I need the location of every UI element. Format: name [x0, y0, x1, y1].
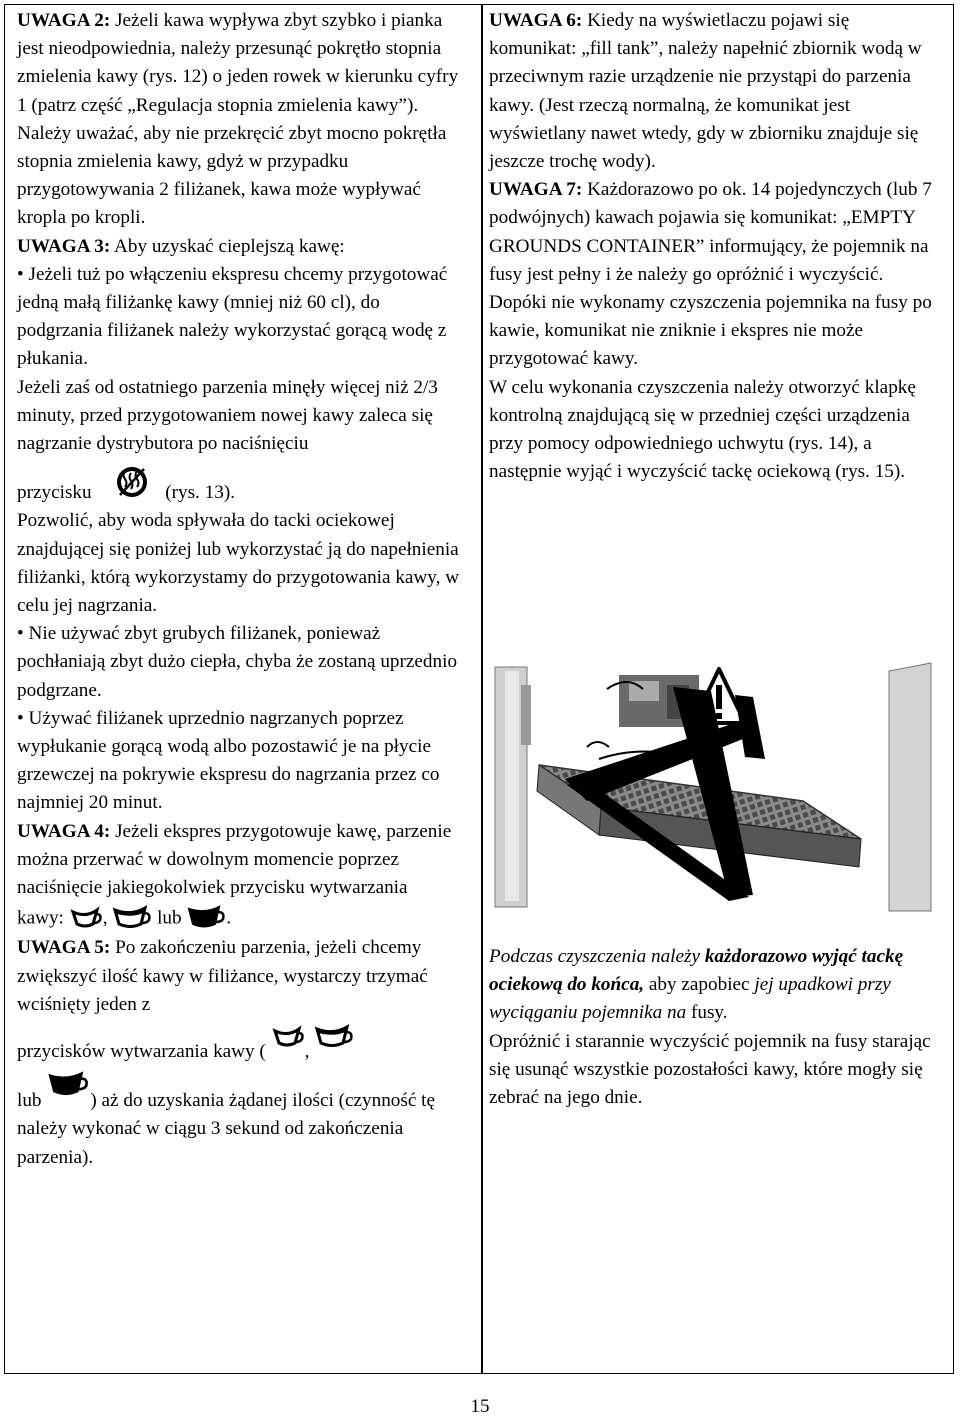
right-column-lower: [489, 943, 941, 1112]
note-6: [489, 7, 941, 176]
tray-removal-caption: Podczas czyszczenia należy każdorazowo wyjąć tackę ociekową do końca, aby zapobiec jej upadkowi przy wyciąganiu pojemnika na fusy.: [489, 946, 904, 1024]
caption-emphasis: każdorazowo wyjąć tackę ociekową do końca,: [489, 946, 904, 996]
note-5: [17, 934, 469, 1019]
page-number: 15: [470, 1396, 490, 1417]
note-7: [489, 176, 941, 289]
note-5-heading: UWAGA 5:: [17, 937, 111, 959]
page-frame: [4, 4, 954, 1374]
small-cup-icon: [69, 904, 103, 934]
grounds-cleaning-required: Dopóki nie wykonamy czyszczenia pojemnika na fusy po kawie, komunikat nie zniknie i ekspres nie może przygotować kawy.: [489, 292, 932, 370]
dispenser-preheat-button-line: przycisku (rys. 13).: [17, 462, 469, 507]
note-2: [17, 7, 469, 120]
left-column: [17, 7, 469, 1172]
note-5-continuation: lub ) aż do uzyskania żądanej ilości (czynność tę należy wykonać w ciągu 3 sekund od zakończenia parzenia).: [17, 1070, 469, 1172]
bullet-preheated-cups: • Używać filiżanek uprzednio nagrzanych poprzez wypłukanie gorącą wodą albo pozostawić je na płycie grzewczej na pokrywie ekspresu do nagrzania przez co najmniej 20 minut.: [17, 707, 440, 814]
note-7-heading: UWAGA 7:: [489, 179, 583, 201]
note-2-heading: UWAGA 2:: [17, 10, 111, 31]
large-cup-icon: [186, 904, 226, 934]
note-4-text: Jeżeli ekspres przygotowuje kawę, parzenie można przerwać w dowolnym momencie poprzez naciśnięcie jakiegokolwiek przycisku wytwarzania: [17, 820, 452, 899]
drip-tray-illustration: [491, 661, 935, 913]
bullet-hot-water: • Jeżeli tuż po włączeniu ekspresu chcemy przygotować jedną małą filiżankę kawy (mniej niż 60 cl), do podgrzania filiżanek należy wykorzystać gorącą wodę z płukania.: [17, 263, 448, 370]
note-3-heading: UWAGA 3:: [17, 235, 111, 257]
note-2-text: Jeżeli kawa wypływa zbyt szybko i pianka jest nieodpowiednia, należy przesunąć pokrętło stopnia zmielenia kawy (rys. 12) o jeden rowek w kierunku cyfry 1 (patrz część „Regulacja stopnia zmielenia kawy”).: [17, 10, 459, 116]
bullet-thick-cups: • Nie używać zbyt grubych filiżanek, ponieważ pochłaniają zbyt dużo ciepła, chyba że zostaną uprzednio podgrzane.: [17, 623, 458, 701]
small-cup-icon: [271, 1023, 305, 1053]
grind-warning: Należy uważać, aby nie przekręcić zbyt mocno pokrętła stopnia zmielenia kawy, gdyż w przypadku przygotowywania 2 filiżanek, kawa może wypływać kropla po kropli.: [17, 122, 447, 229]
large-cup-icon: [46, 1070, 90, 1102]
dispenser-preheat: Jeżeli zaś od ostatniego parzenia minęły więcej niż 2/3 minuty, przed przygotowaniem nowej kawy zaleca się nagrzanie dystrybutora po naciśnięciu: [17, 376, 438, 455]
note-4: [17, 818, 469, 903]
note-4-buttons-line: kawy: , lub .: [17, 904, 469, 934]
steam-button-icon: [106, 462, 158, 502]
note-4-heading: UWAGA 4:: [17, 820, 111, 842]
note-3-text: Aby uzyskać cieplejszą kawę:: [110, 235, 345, 257]
note-7-text: Każdorazowo po ok. 14 pojedynczych (lub 7 podwójnych) kawach pojawia się komunikat: „EMPTY GROUNDS CONTAINER” informujący, że pojemnik na fusy jest pełny i że należy go opróżnić i wyczyścić.: [489, 179, 932, 285]
note-6-text: Kiedy na wyświetlaczu pojawi się komunikat: „fill tank”, należy napełnić zbiornik wodą w przeciwnym razie urządzenie nie przystąpi do parzenia kawy. (Jest rzeczą normalną, że komunikat jest wyświetlany nawet wtedy, gdy w zbiorniku znajduje się jeszcze trochę wody).: [489, 10, 922, 173]
note-5-buttons-line: przycisków wytwarzania kawy ( ,: [17, 1023, 469, 1066]
drip-tray-water: Pozwolić, aby woda spływała do tacki ociekowej znajdującej się poniżej lub wykorzystać ją do napełnienia filiżanki, którą wykorzystamy do przygotowania kawy, w celu jej nagrzania.: [17, 510, 460, 617]
grounds-container-cleaning: Opróżnić i starannie wyczyścić pojemnik na fusy starając się usunąć wszystkie pozostałości kawy, które mogły się zebrać na jego dnie.: [489, 1030, 931, 1109]
right-column: [489, 7, 941, 486]
medium-cup-icon: [314, 1023, 354, 1053]
note-6-heading: UWAGA 6:: [489, 10, 583, 31]
column-divider: [481, 5, 483, 1373]
note-5-text: Po zakończeniu parzenia, jeżeli chcemy zwiększyć ilość kawy w filiżance, wystarczy trzymać wciśnięty jeden z: [17, 937, 428, 1015]
cleaning-procedure: W celu wykonania czyszczenia należy otworzyć klapkę kontrolną znajdującą się w przedniej części urządzenia przy pomocy odpowiedniego uchwytu (rys. 14), a następnie wyjąć i wyczyścić tackę ociekową (rys. 15).: [489, 376, 916, 483]
note-3: [17, 233, 469, 261]
medium-cup-icon: [112, 904, 152, 934]
